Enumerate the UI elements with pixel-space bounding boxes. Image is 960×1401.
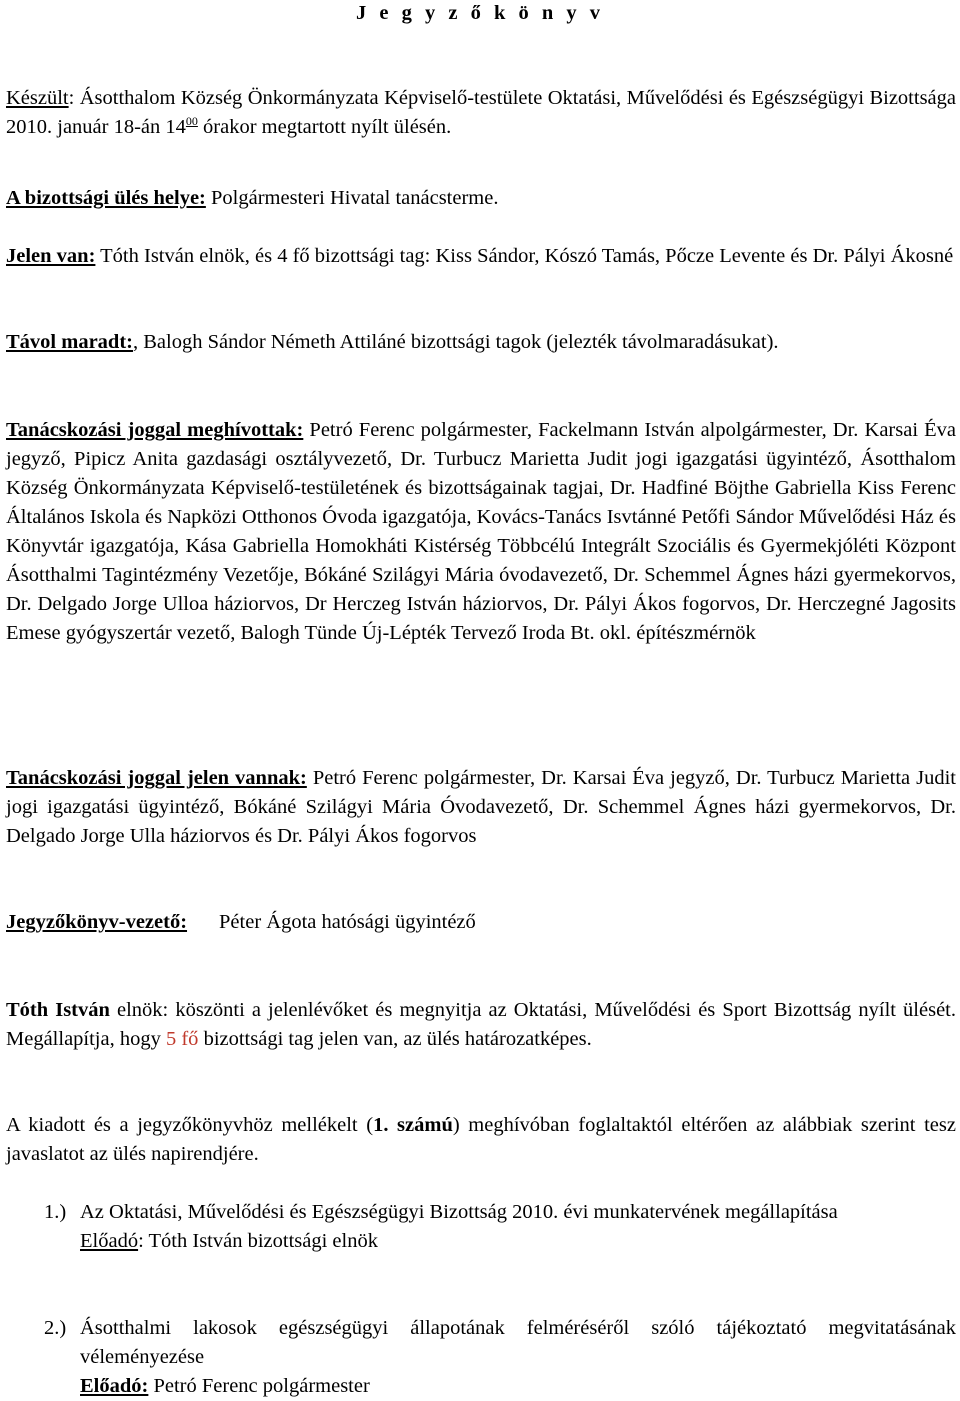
agenda-item-eloado xyxy=(80,1372,956,1401)
kiadott-paragraph xyxy=(6,1111,956,1169)
jelen-vannak-paragraph xyxy=(6,764,956,851)
vezeto-paragraph xyxy=(6,908,956,937)
eloado-text: : Tóth István bizottsági elnök xyxy=(138,1230,378,1252)
toth-text-end: bizottsági tag jelen van, az ülés határozatképes. xyxy=(198,1028,592,1050)
toth-label: Tóth István xyxy=(6,999,110,1021)
keszult-label: Készült xyxy=(6,87,69,109)
toth-text: elnök: köszönti a jelenlévőket és megnyitja az Oktatási, Művelődési és Sport Bizottság nyílt ülését. Megállapítja, hogy xyxy=(6,999,956,1050)
keszult-time-superscript: 00 xyxy=(185,114,198,129)
agenda-item-eloado xyxy=(80,1227,956,1256)
helye-text: Polgármesteri Hivatal tanácsterme. xyxy=(205,187,499,209)
keszult-text: : Ásotthalom Község Önkormányzata Képviselő-testülete Oktatási, Művelődési és Egészségügyi Bizottsága 2010. január 18-án 14 xyxy=(6,87,956,138)
jelen-vannak-label: Tanácskozási joggal jelen vannak: xyxy=(6,767,307,789)
jelen-vannak-text: Petró Ferenc polgármester, Dr. Karsai Éva jegyző, Dr. Turbucz Marietta Judit jogi igazgatási ügyintéző, Bókáné Szilágyi Mária Óvodavezető, Dr. Schemmel Ágnes házi gyermekorvos, Dr. Delgado Jorge Ulla háziorvos és Dr. Pályi Ákos fogorvos xyxy=(6,767,956,847)
jelen-text: Tóth István elnök, és 4 fő bizottsági tag: Kiss Sándor, Kószó Tamás, Pőcze Levente és Dr. Pályi Ákosné xyxy=(95,245,954,267)
eloado-label: Előadó xyxy=(80,1230,139,1252)
tavol-label: Távol maradt: xyxy=(6,331,133,353)
kiadott-text: A kiadott és a jegyzőkönyvhöz mellékelt ( xyxy=(6,1114,374,1136)
document-title: J e g y z ő k ö n y v xyxy=(356,2,604,24)
jelen-paragraph xyxy=(6,242,960,271)
jelen-label: Jelen van: xyxy=(6,245,96,267)
agenda-item-2 xyxy=(44,1314,956,1401)
meghivottak-text: Petró Ferenc polgármester, Fackelmann István alpolgármester, Dr. Karsai Éva jegyző, Pipicz Anita gazdasági osztályvezető, Dr. Turbucz Marietta Judit jogi igazgatási ügyintéző, Ásotthalom Község Önkormányzata Képviselő-testületének és bizottságainak tagjai, Dr. Hadfiné Böjthe Gabriella Kiss Ferenc Általános Iskola és Napközi Otthonos Óvoda igazgatója, Kovács-Tanács Isvtánné Petőfi Sándor Művelődési Ház és Könyvtár igazgatója, Kása Gabriella Homokháti Kistérség Többcélú Integrált Szociális és Gyermekjóléti Központ Ásotthalmi Tagintézmény Vezetője, Bókáné Szilágyi Mária óvodavezető, Dr. Schemmel Ágnes házi gyermekorvos, Dr. Delgado Jorge Ulloa háziorvos, Dr Herczeg István háziorvos, Dr. Pályi Ákos fogorvos, Dr. Herczegné Jagosits Emese gyógyszertár vezető, Balogh Tünde Új-Lépték Tervező Iroda Bt. okl. építészmérnök xyxy=(6,419,956,644)
helye-paragraph xyxy=(6,184,956,213)
meghivottak-paragraph xyxy=(6,416,956,648)
kiadott-bold: 1. számú xyxy=(373,1114,453,1136)
agenda-item-number: 1.) xyxy=(44,1201,67,1223)
vezeto-label: Jegyzőkönyv-vezető: xyxy=(6,911,188,933)
meghivottak-label: Tanácskozási joggal meghívottak: xyxy=(6,419,304,441)
tavol-paragraph xyxy=(6,328,960,357)
helye-label: A bizottsági ülés helye: xyxy=(6,187,206,209)
keszult-text-end: órakor megtartott nyílt ülésén. xyxy=(197,116,452,138)
kiadott-text-end: ) meghívóban foglaltaktól eltérően az alábbiak szerint tesz javaslatot az ülés napirendjére. xyxy=(6,1114,956,1165)
agenda-item-text: Az Oktatási, Művelődési és Egészségügyi Bizottság 2010. évi munkatervének megállapítása xyxy=(80,1201,838,1223)
toth-highlight-count: 5 fő xyxy=(165,1028,199,1050)
toth-paragraph xyxy=(6,996,956,1054)
agenda-item-text: Ásotthalmi lakosok egészségügyi állapotának felméréséről szóló tájékoztató megvitatásának véleményezése xyxy=(80,1317,956,1368)
eloado-text: Petró Ferenc polgármester xyxy=(148,1375,370,1397)
agenda-item-1 xyxy=(44,1198,956,1256)
tavol-text: , Balogh Sándor Németh Attiláné bizottsági tagok (jelezték távolmaradásukat). xyxy=(132,331,779,353)
agenda-item-number: 2.) xyxy=(44,1317,67,1339)
vezeto-text: Péter Ágota hatósági ügyintéző xyxy=(219,911,476,933)
eloado-label: Előadó: xyxy=(80,1375,149,1397)
keszult-paragraph xyxy=(6,84,956,142)
